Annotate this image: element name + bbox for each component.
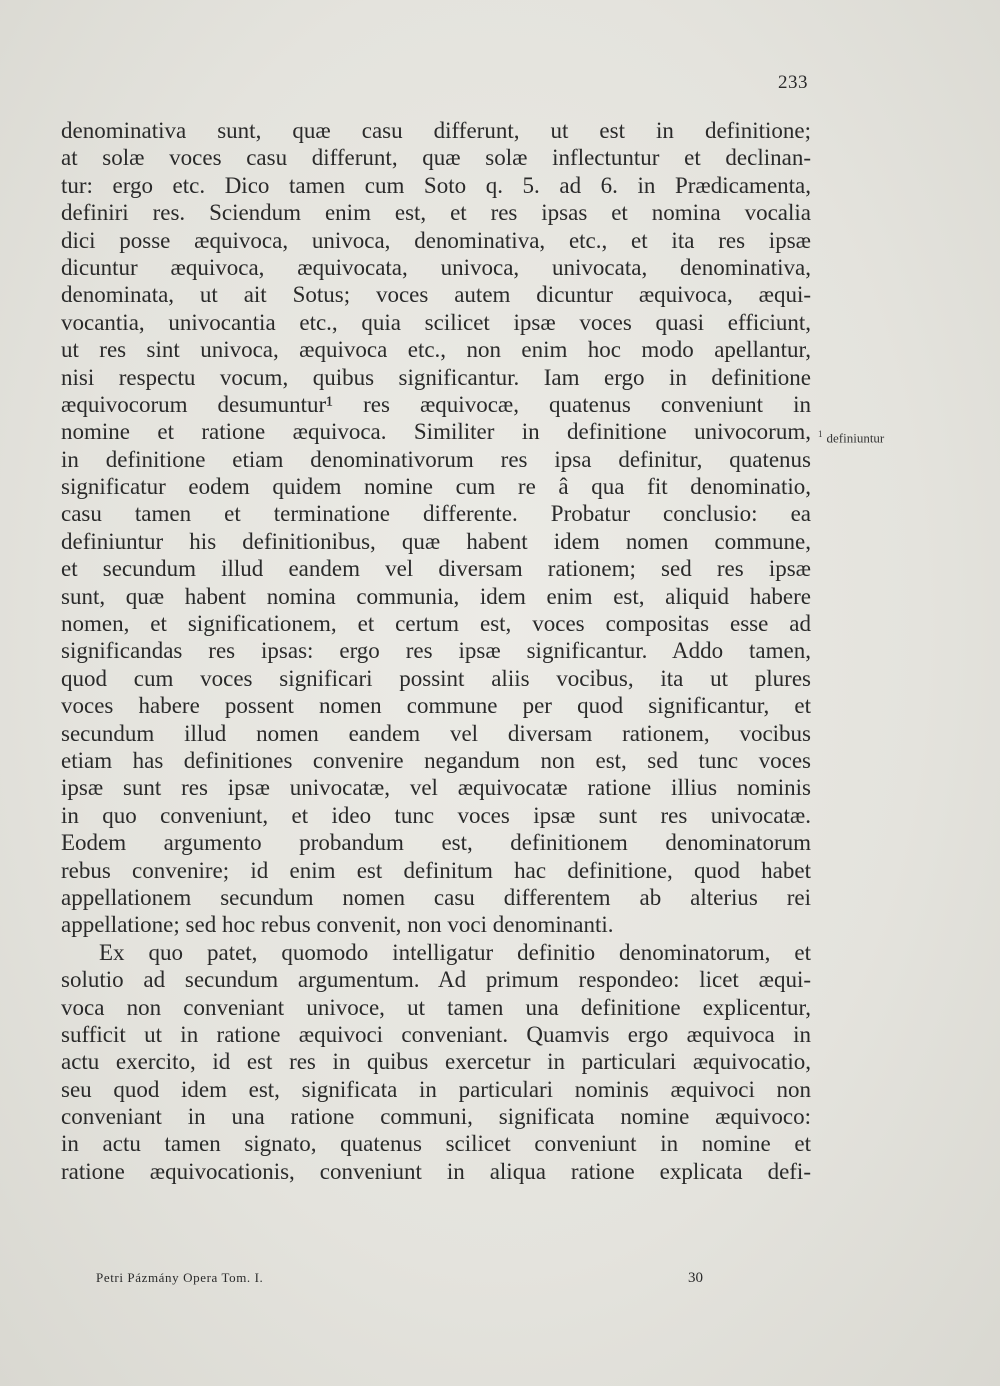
text-line: æquivocorum desumuntur¹ res æquivocæ, quatenus conveniunt in xyxy=(61,391,811,417)
footnote-text: definiuntur xyxy=(826,430,885,446)
text-line: solutio ad secundum argumentum. Ad primum respondeo: licet æqui- xyxy=(61,967,811,993)
body-text xyxy=(61,117,811,1185)
text-line: tur: ergo etc. Dico tamen cum Soto q. 5. ad 6. in Prædicamenta, xyxy=(61,172,811,198)
text-line: appellationem secundum nomen casu differentem ab alterius rei xyxy=(61,884,811,910)
text-line: dicuntur æquivoca, æquivocata, univoca, univocata, denominativa, xyxy=(61,254,811,280)
footnote-marginal xyxy=(818,426,884,446)
text-line: at solæ voces casu differunt, quæ solæ inflectuntur et declinan- xyxy=(61,145,811,171)
text-line: ipsæ sunt res ipsæ univocatæ, vel æquivocatæ ratione illius nominis xyxy=(61,775,811,801)
text-line: dici posse æquivoca, univoca, denominativa, etc., et ita res ipsæ xyxy=(61,227,811,253)
text-line: in actu tamen signato, quatenus scilicet conveniunt in nomine et xyxy=(61,1131,811,1157)
text-line: nisi respectu vocum, quibus significantur. Iam ergo in definitione xyxy=(61,364,811,390)
text-line: in definitione etiam denominativorum res ipsa definitur, quatenus xyxy=(61,446,811,472)
text-line: appellatione; sed hoc rebus convenit, non voci denominanti. xyxy=(61,912,614,938)
text-line: definiuntur his definitionibus, quæ habent idem nomen commune, xyxy=(61,528,811,554)
text-line: etiam has definitiones convenire negandum non est, sed tunc voces xyxy=(61,747,811,773)
footer-gathering-number: 30 xyxy=(688,1270,703,1286)
text-line: et secundum illud eandem vel diversam rationem; sed res ipsæ xyxy=(61,556,811,582)
footnote-marker: 1 xyxy=(818,429,823,439)
text-line: denominata, ut ait Sotus; voces autem dicuntur æquivoca, æqui- xyxy=(61,282,811,308)
text-line: actu exercito, id est res in quibus exercetur in particulari æquivocatio, xyxy=(61,1049,811,1075)
page-number: 233 xyxy=(778,72,808,93)
text-line: ratione æquivocationis, conveniunt in aliqua ratione explicata defi- xyxy=(61,1158,811,1184)
text-line: sufficit ut in ratione æquivoci conveniant. Quamvis ergo æquivoca in xyxy=(61,1021,811,1047)
text-line: definiri res. Sciendum enim est, et res ipsas et nomina vocalia xyxy=(61,200,811,226)
text-line: rebus convenire; id enim est definitum hac definitione, quod habet xyxy=(61,857,811,883)
text-line: nomen, et significationem, et certum est, voces compositas esse ad xyxy=(61,611,811,637)
text-line: ut res sint univoca, æquivoca etc., non enim hoc modo apellantur, xyxy=(61,337,811,363)
text-line: significatur eodem quidem nomine cum re â qua fit denominatio, xyxy=(61,474,811,500)
text-line: voces habere possent nomen commune per quod significantur, et xyxy=(61,693,811,719)
text-line: sunt, quæ habent nomina communia, idem enim est, aliquid habere xyxy=(61,583,811,609)
text-line: voca non conveniant univoce, ut tamen una definitione explicentur, xyxy=(61,994,811,1020)
text-line: vocantia, univocantia etc., quia scilicet ipsæ voces quasi efficiunt, xyxy=(61,309,811,335)
text-line: seu quod idem est, significata in particulari nominis æquivoci non xyxy=(61,1076,811,1102)
text-line: secundum illud nomen eandem vel diversam rationem, vocibus xyxy=(61,720,811,746)
footer-signature: Petri Pázmány Opera Tom. I. xyxy=(96,1270,264,1285)
text-line: denominativa sunt, quæ casu differunt, ut est in definitione; xyxy=(61,118,811,143)
text-line: Eodem argumento probandum est, definitionem denominatorum xyxy=(61,830,811,856)
text-line: Ex quo patet, quomodo intelligatur definitio denominatorum, et xyxy=(99,939,811,965)
text-line: quod cum voces significari possint aliis vocibus, ita ut plures xyxy=(61,665,811,691)
text-line: casu tamen et terminatione differente. Probatur conclusio: ea xyxy=(61,501,811,527)
text-line: nomine et ratione æquivoca. Similiter in definitione univocorum, xyxy=(61,419,811,445)
text-line: conveniant in una ratione communi, significata nomine æquivoco: xyxy=(61,1104,811,1130)
text-line: in quo conveniunt, et ideo tunc voces ipsæ sunt res univocatæ. xyxy=(61,802,811,828)
text-line: significandas res ipsas: ergo res ipsæ significantur. Addo tamen, xyxy=(61,638,811,664)
